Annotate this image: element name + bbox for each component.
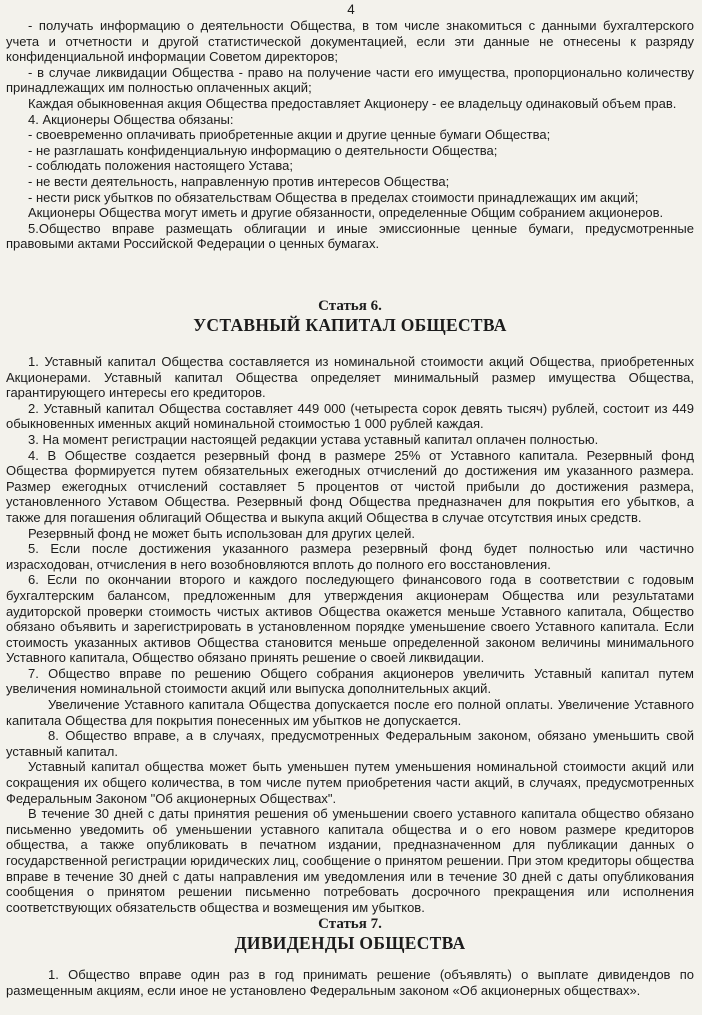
article-6 xyxy=(6,297,694,915)
paragraph: - нести риск убытков по обязательствам Общества в пределах стоимости принадлежащих им акций; xyxy=(28,189,639,205)
paragraph: - получать информацию о деятельности Общества, в том числе знакомиться с данными бухгалтерского учета и отчетности и другой статистической документацией, если эти данные не отнесены к разряду конфиденциальной информации Советом директоров; xyxy=(6,18,694,65)
paragraph: - соблюдать положения настоящего Устава; xyxy=(28,158,294,174)
paragraph: 8. Общество вправе, а в случаях, предусмотренных Федеральным законом, обязано уменьшить свой уставный капитал. xyxy=(6,728,694,759)
article-7 xyxy=(6,915,694,998)
paragraph: 2. Уставный капитал Общества составляет 449 000 (четыреста сорок девять тысяч) рублей, состоит из 449 обыкновенных именных акций номинальной стоимостью 1 000 рублей каждая. xyxy=(6,400,694,432)
paragraph: 4. В Обществе создается резервный фонд в размере 25% от Уставного капитала. Резервный фонд Общества формируется путем обязательных ежегодных отчислений до достижения им указанного размера. Размер ежегодных отчислений составляет 5 процентов от чистой прибыли до достижения размера, установленного Уставом Общества. Резервный фонд Общества предназначен для покрытия его убытков, а также для погашения облигаций Общества и выкупа акций Общества в случае отсутствия иных средств. xyxy=(6,447,694,525)
paragraph: Каждая обыкновенная акция Общества предоставляет Акционеру - ее владельцу одинаковый объем прав. xyxy=(28,95,677,111)
article5-continuation xyxy=(6,18,694,252)
paragraph: - не разглашать конфиденциальную информацию о деятельности Общества; xyxy=(28,142,498,158)
paragraph: 1. Уставный капитал Общества составляется из номинальной стоимости акций Общества, приобретенных Акционерами. Уставный капитал Общества определяет минимальный размер имущества Общества, гарантирующего интересы его кредиторов. xyxy=(6,354,694,401)
article-number: Статья 6. xyxy=(318,298,382,314)
paragraph: - не вести деятельность, направленную против интересов Общества; xyxy=(28,173,450,189)
paragraph: 4. Акционеры Общества обязаны: xyxy=(28,111,234,127)
paragraph: Резервный фонд не может быть использован для других целей. xyxy=(28,525,415,541)
paragraph: 1. Общество вправе один раз в год принимать решение (объявлять) о выплате дивидендов по размещенным акциям, если иное не установлено Федеральным законом «Об акционерных обществах». xyxy=(6,967,694,998)
article-number: Статья 7. xyxy=(318,916,382,932)
paragraph: 5.Общество вправе размещать облигации и иные эмиссионные ценные бумаги, предусмотренные правовыми актами Российской Федерации о ценных бумагах. xyxy=(6,220,694,252)
paragraph: - в случае ликвидации Общества - право на получение части его имущества, пропорционально количеству принадлежащих им полностью оплаченных акций; xyxy=(6,64,694,96)
paragraph: 3. На момент регистрации настоящей редакции устава уставный капитал оплачен полностью. xyxy=(28,431,599,447)
article-title: УСТАВНЫЙ КАПИТАЛ ОБЩЕСТВА xyxy=(193,315,507,335)
paragraph: Акционеры Общества могут иметь и другие обязанности, определенные Общим собранием акционеров. xyxy=(28,205,664,221)
page-number: 4 xyxy=(347,2,355,17)
paragraph: Увеличение Уставного капитала Общества допускается после его полной оплаты. Увеличение Уставного капитала Общества для покрытия понесенных им убытков не допускается. xyxy=(6,697,694,728)
paragraph: Уставный капитал общества может быть уменьшен путем уменьшения номинальной стоимости акций или сокращения их общего количества, в том числе путем приобретения части акций, в случаях, предусмотренных Федеральным Законом "Об акционерных Обществах". xyxy=(6,759,694,806)
paragraph: В течение 30 дней с даты принятия решения об уменьшении своего уставного капитала общество обязано письменно уведомить об уменьшении уставного капитала общества и о его новом размере кредиторов общества, а также опубликовать в печатном издании, предназначенном для публикации данных о государственной регистрации юридических лиц, сообщение о принятом решении. При этом кредиторы общества вправе в течение 30 дней с даты направления им уведомления или в течение 30 дней с даты опубликования сообщения о принятом решении письменно потребовать досрочного прекращения или исполнения соответствующих обязательств общества и возмещения им убытков. xyxy=(6,806,694,915)
paragraph: - своевременно оплачивать приобретенные акции и другие ценные бумаги Общества; xyxy=(28,127,551,143)
article-title: ДИВИДЕНДЫ ОБЩЕСТВА xyxy=(234,933,466,953)
paragraph: 6. Если по окончании второго и каждого последующего финансового года в соответствии с годовым бухгалтерским балансом, предложенным для утверждения акционерам Общества или результатами аудиторской проверки стоимость чистых активов Общества окажется меньше Уставного капитала, Общество обязано объявить и зарегистрировать в установленном порядке уменьшение своего Уставного капитала. Если стоимость указанных активов Общества становится меньше определенной законом величины минимального Уставного капитала, Общество обязано принять решение о своей ликвидации. xyxy=(6,572,694,666)
paragraph: 5. Если после достижения указанного размера резервный фонд будет полностью или частично израсходован, отчисления в него возобновляются вплоть до полного его восстановления. xyxy=(6,541,694,572)
paragraph: 7. Общество вправе по решению Общего собрания акционеров увеличить Уставный капитал путем увеличения номинальной стоимости акций или выпуска дополнительных акций. xyxy=(6,665,694,697)
